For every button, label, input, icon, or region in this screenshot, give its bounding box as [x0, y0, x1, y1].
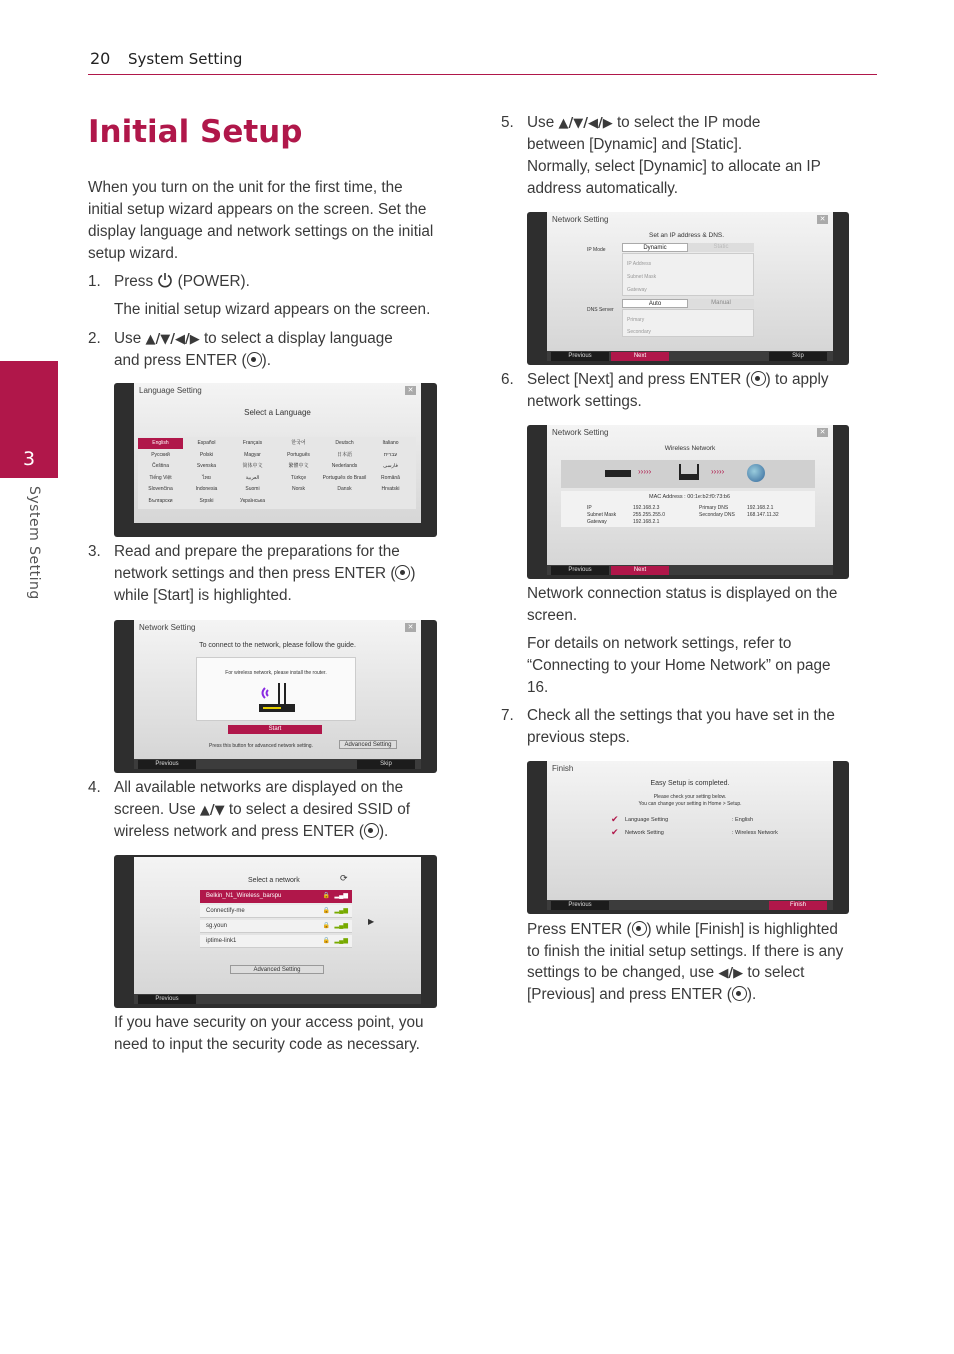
router-icon	[679, 464, 699, 480]
globe-icon	[747, 464, 765, 482]
step-2-text: Use ▲/▼/◀/▶ to select a display language	[114, 330, 393, 347]
network-list-item[interactable]	[200, 920, 352, 933]
note-line: need to input the security code as necessary.	[114, 1036, 420, 1053]
language-option[interactable]: فارسی	[383, 463, 398, 469]
language-option[interactable]: 简体中文	[242, 463, 263, 469]
connection-diagram	[561, 460, 815, 488]
signal-icon: ›››››	[711, 467, 725, 476]
language-option[interactable]: עברית	[383, 451, 398, 458]
note-line: screen.	[527, 607, 578, 624]
finish-sub-text: Please check your setting below.	[653, 794, 727, 800]
skip-button[interactable]: Skip	[769, 352, 827, 361]
finish-button[interactable]: Finish	[769, 901, 827, 910]
intro-line: When you turn on the unit for the first time, the	[88, 179, 403, 196]
summary-value: : Wireless Network	[732, 830, 778, 836]
language-option[interactable]: Español	[197, 440, 216, 446]
language-setting-screenshot	[114, 383, 437, 537]
gateway-label: Gateway	[627, 287, 647, 293]
chapter-number: 3	[22, 448, 36, 470]
refresh-icon: ⟳	[340, 873, 348, 883]
secondary-dns-label: Secondary DNS	[699, 512, 735, 518]
start-button[interactable]: Start	[228, 725, 322, 734]
screen-title: Network Setting	[139, 623, 196, 632]
enter-icon	[632, 921, 647, 936]
check-icon: ✔	[611, 814, 619, 824]
static-option[interactable]: Static	[688, 243, 754, 252]
language-option[interactable]: Magyar	[244, 451, 261, 458]
step-4-line: screen. Use ▲/▼ to select a desired SSID of	[114, 801, 410, 818]
previous-button[interactable]: Previous	[551, 566, 609, 575]
language-option[interactable]	[368, 496, 413, 507]
previous-button[interactable]: Previous	[551, 352, 609, 361]
ssid-label: sg.youn	[206, 923, 228, 929]
language-option[interactable]: Slovenčina	[148, 486, 173, 492]
network-guide-screenshot	[114, 620, 437, 773]
next-button[interactable]: Next	[611, 566, 669, 575]
ssid-label: iptime-link1	[206, 938, 237, 944]
language-option[interactable]: 繁體中文	[288, 463, 309, 469]
intro-line: initial setup wizard appears on the screen. Set the	[88, 201, 427, 218]
header-rule	[88, 74, 877, 75]
screen-heading: Select a network	[248, 877, 300, 884]
language-grid	[138, 437, 416, 509]
language-option[interactable]: Français	[242, 440, 263, 446]
language-option[interactable]: Norsk	[291, 486, 306, 492]
auto-option[interactable]: Auto	[622, 299, 688, 308]
signal-icon: ›››››	[638, 467, 652, 476]
step-5-line: address automatically.	[527, 180, 679, 197]
screen-heading: To connect to the network, please follow the guide.	[199, 642, 356, 649]
language-option[interactable]: Čeština	[152, 463, 169, 469]
signal-strength-icon: ▂▄▆	[334, 923, 348, 929]
step-5-line: Use ▲/▼/◀/▶ to select the IP mode	[527, 114, 761, 131]
next-button[interactable]: Next	[611, 352, 669, 361]
subnet-value: 255.255.255.0	[633, 512, 665, 518]
language-option[interactable]: Polski	[199, 451, 214, 458]
step-number: 6.	[501, 371, 514, 388]
network-status-screenshot	[527, 425, 849, 579]
finish-screenshot	[527, 761, 849, 914]
ip-address-label: IP Address	[627, 261, 652, 267]
note-line: 16.	[527, 679, 549, 696]
screen-title: Network Setting	[552, 215, 609, 224]
enter-icon	[364, 823, 379, 838]
step-5-line: between [Dynamic] and [Static].	[527, 136, 743, 153]
language-option[interactable]: Tiếng Việt	[149, 474, 172, 481]
arrow-keys-icon: ▲/▼	[199, 803, 225, 818]
lock-icon: 🔒	[322, 938, 330, 944]
check-icon: ✔	[611, 827, 619, 837]
screen-heading: Easy Setup is completed.	[650, 780, 730, 787]
network-list-item[interactable]	[200, 905, 352, 918]
network-list-screenshot	[114, 855, 437, 1008]
close-icon: ✕	[405, 623, 416, 632]
note-line: Network connection status is displayed on the	[527, 585, 838, 602]
language-option[interactable]: Български	[148, 497, 173, 504]
ip-setting-screenshot	[527, 212, 849, 365]
dynamic-option[interactable]: Dynamic	[622, 243, 688, 252]
step-number: 3.	[88, 543, 101, 560]
language-option[interactable]: 日本語	[336, 451, 352, 458]
arrow-keys-icon: ▲/▼/◀/▶	[558, 116, 613, 131]
lock-icon: 🔒	[322, 908, 330, 914]
step-number: 5.	[501, 114, 514, 131]
language-option[interactable]: Nederlands	[331, 463, 358, 469]
chapter-label: System Setting	[26, 486, 42, 600]
secondary-dns-value: 168.147.11.32	[747, 512, 779, 518]
manual-option[interactable]: Manual	[688, 299, 754, 308]
language-option[interactable]: Русский	[151, 451, 170, 458]
enter-icon	[247, 352, 262, 367]
summary-label: Language Setting	[625, 817, 669, 823]
subnet-label: Subnet Mask	[587, 512, 617, 518]
close-icon: ✕	[405, 386, 416, 395]
language-option[interactable]: العربية	[245, 474, 260, 481]
arrow-keys-icon: ▲/▼/◀/▶	[145, 332, 200, 347]
step-7-line: previous steps.	[527, 729, 630, 746]
step-number: 7.	[501, 707, 514, 724]
primary-dns-value: 192.168.2.1	[747, 505, 774, 511]
enter-icon	[732, 986, 747, 1001]
close-icon: ✕	[817, 215, 828, 224]
step-4-line: wireless network and press ENTER ( ).	[114, 823, 389, 840]
advanced-setting-button[interactable]: Advanced Setting	[230, 965, 324, 974]
step-2-text-2: and press ENTER ( ).	[114, 352, 271, 369]
summary-label: Network Setting	[625, 830, 664, 836]
step-number: 1.	[88, 273, 101, 290]
language-option[interactable]: Svenska	[196, 463, 217, 469]
step-4-line: All available networks are displayed on the	[114, 779, 404, 796]
screen-heading: Select a Language	[244, 408, 311, 417]
signal-strength-icon: ▂▄▆	[334, 908, 348, 914]
signal-strength-icon: ▂▄▆	[334, 938, 348, 944]
previous-button[interactable]: Previous	[138, 995, 196, 1004]
intro-line: display language and network settings on the initial	[88, 223, 434, 240]
language-option[interactable]: Português do Brasil	[322, 474, 367, 481]
network-list-item[interactable]	[200, 935, 352, 948]
language-option[interactable]: Italiano	[382, 440, 399, 446]
note-line: If you have security on your access point, you	[114, 1014, 424, 1031]
ip-value: 192.168.2.3	[633, 505, 660, 511]
network-list	[200, 890, 352, 950]
step-1-text: Press (POWER).	[114, 271, 250, 295]
step-5-line: Normally, select [Dynamic] to allocate an IP	[527, 158, 821, 175]
ip-mode-label: IP Mode	[587, 247, 606, 253]
finish-sub-text: You can change your setting in Home > Setup.	[638, 801, 742, 807]
secondary-label: Secondary	[627, 329, 651, 335]
step-6-line: network settings.	[527, 393, 642, 410]
language-option[interactable]: Українська	[239, 497, 266, 504]
language-option[interactable]: 한국어	[291, 440, 306, 446]
final-line: [Previous] and press ENTER ( ).	[527, 986, 757, 1003]
step-6-line: Select [Next] and press ENTER ( ) to apply	[527, 371, 829, 388]
primary-dns-label: Primary DNS	[699, 505, 729, 511]
page-title: Initial Setup	[88, 114, 303, 150]
advanced-setting-button[interactable]: Advanced Setting	[339, 740, 397, 749]
close-icon: ✕	[817, 428, 828, 437]
step-number: 2.	[88, 330, 101, 347]
player-icon	[605, 470, 631, 477]
advanced-hint: Press this button for advanced network setting.	[209, 743, 313, 749]
screen-title: Network Setting	[552, 428, 609, 437]
language-option[interactable]: Hrvatski	[381, 486, 400, 492]
screen-heading: Wireless Network	[664, 445, 716, 452]
language-option[interactable]: Srpski	[199, 497, 214, 504]
router-icon	[259, 680, 295, 719]
arrow-keys-icon: ◀/▶	[718, 966, 744, 981]
summary-value: : English	[732, 817, 754, 823]
step-3-line: Read and prepare the preparations for the	[114, 543, 400, 560]
gateway-label: Gateway	[587, 519, 607, 525]
final-line: settings to be changed, use ◀/▶ to select	[527, 964, 805, 981]
ip-label: IP	[587, 505, 592, 511]
step-number: 4.	[88, 779, 101, 796]
language-option[interactable]: Português	[287, 451, 310, 458]
screen-title: Language Setting	[139, 386, 202, 395]
gateway-value: 192.168.2.1	[633, 519, 660, 525]
language-option[interactable]	[276, 496, 321, 507]
ssid-label: Belkin_N1_Wireless_barspu	[206, 893, 282, 899]
ssid-label: Connectify-me	[206, 908, 245, 914]
skip-button[interactable]: Skip	[357, 760, 415, 769]
lock-icon: 🔒	[322, 893, 330, 899]
previous-button[interactable]: Previous	[138, 760, 196, 769]
signal-strength-icon: ▂▄▆	[334, 893, 348, 899]
step-3-line: while [Start] is highlighted.	[114, 587, 292, 604]
mac-label: MAC Address : 00:1e:b2:f0:73:b6	[649, 494, 731, 500]
language-option[interactable]: Dansk	[337, 486, 352, 492]
final-line: to finish the initial setup settings. If there is any	[527, 943, 844, 960]
language-option[interactable]	[322, 496, 367, 507]
screen-title: Finish	[552, 764, 574, 773]
subnet-label: Subnet Mask	[627, 274, 657, 280]
language-option[interactable]: ไทย	[202, 474, 211, 481]
running-header: System Setting	[128, 50, 243, 68]
previous-button[interactable]: Previous	[551, 901, 609, 910]
enter-icon	[395, 565, 410, 580]
chevron-right-icon: ▶	[368, 917, 375, 926]
router-text: For wireless network, please install the router.	[225, 670, 327, 676]
step-3-line: network settings and then press ENTER ( )	[114, 565, 416, 582]
note-line: “Connecting to your Home Network” on page	[527, 657, 831, 674]
language-option[interactable]: Suomi	[245, 486, 260, 492]
page-number: 20	[90, 49, 111, 68]
step-1-sub: The initial setup wizard appears on the screen.	[114, 301, 431, 318]
enter-icon	[751, 371, 766, 386]
language-option[interactable]: English	[138, 438, 183, 449]
intro-line: setup wizard.	[88, 245, 179, 262]
step-7-line: Check all the settings that you have set in the	[527, 707, 835, 724]
final-line: Press ENTER ( ) while [Finish] is highlighted	[527, 921, 838, 938]
language-option[interactable]: Türkçe	[290, 474, 307, 481]
primary-label: Primary	[627, 317, 645, 323]
language-option[interactable]: Indonesia	[195, 486, 218, 492]
language-option[interactable]: Română	[381, 474, 400, 481]
power-icon	[157, 272, 173, 295]
note-line: For details on network settings, refer to	[527, 635, 792, 652]
dns-server-label: DNS Server	[587, 307, 614, 313]
screen-heading: Set an IP address & DNS.	[649, 232, 725, 239]
lock-icon: 🔒	[322, 923, 330, 929]
network-list-item[interactable]	[200, 890, 352, 903]
language-option[interactable]: Deutsch	[335, 440, 354, 446]
